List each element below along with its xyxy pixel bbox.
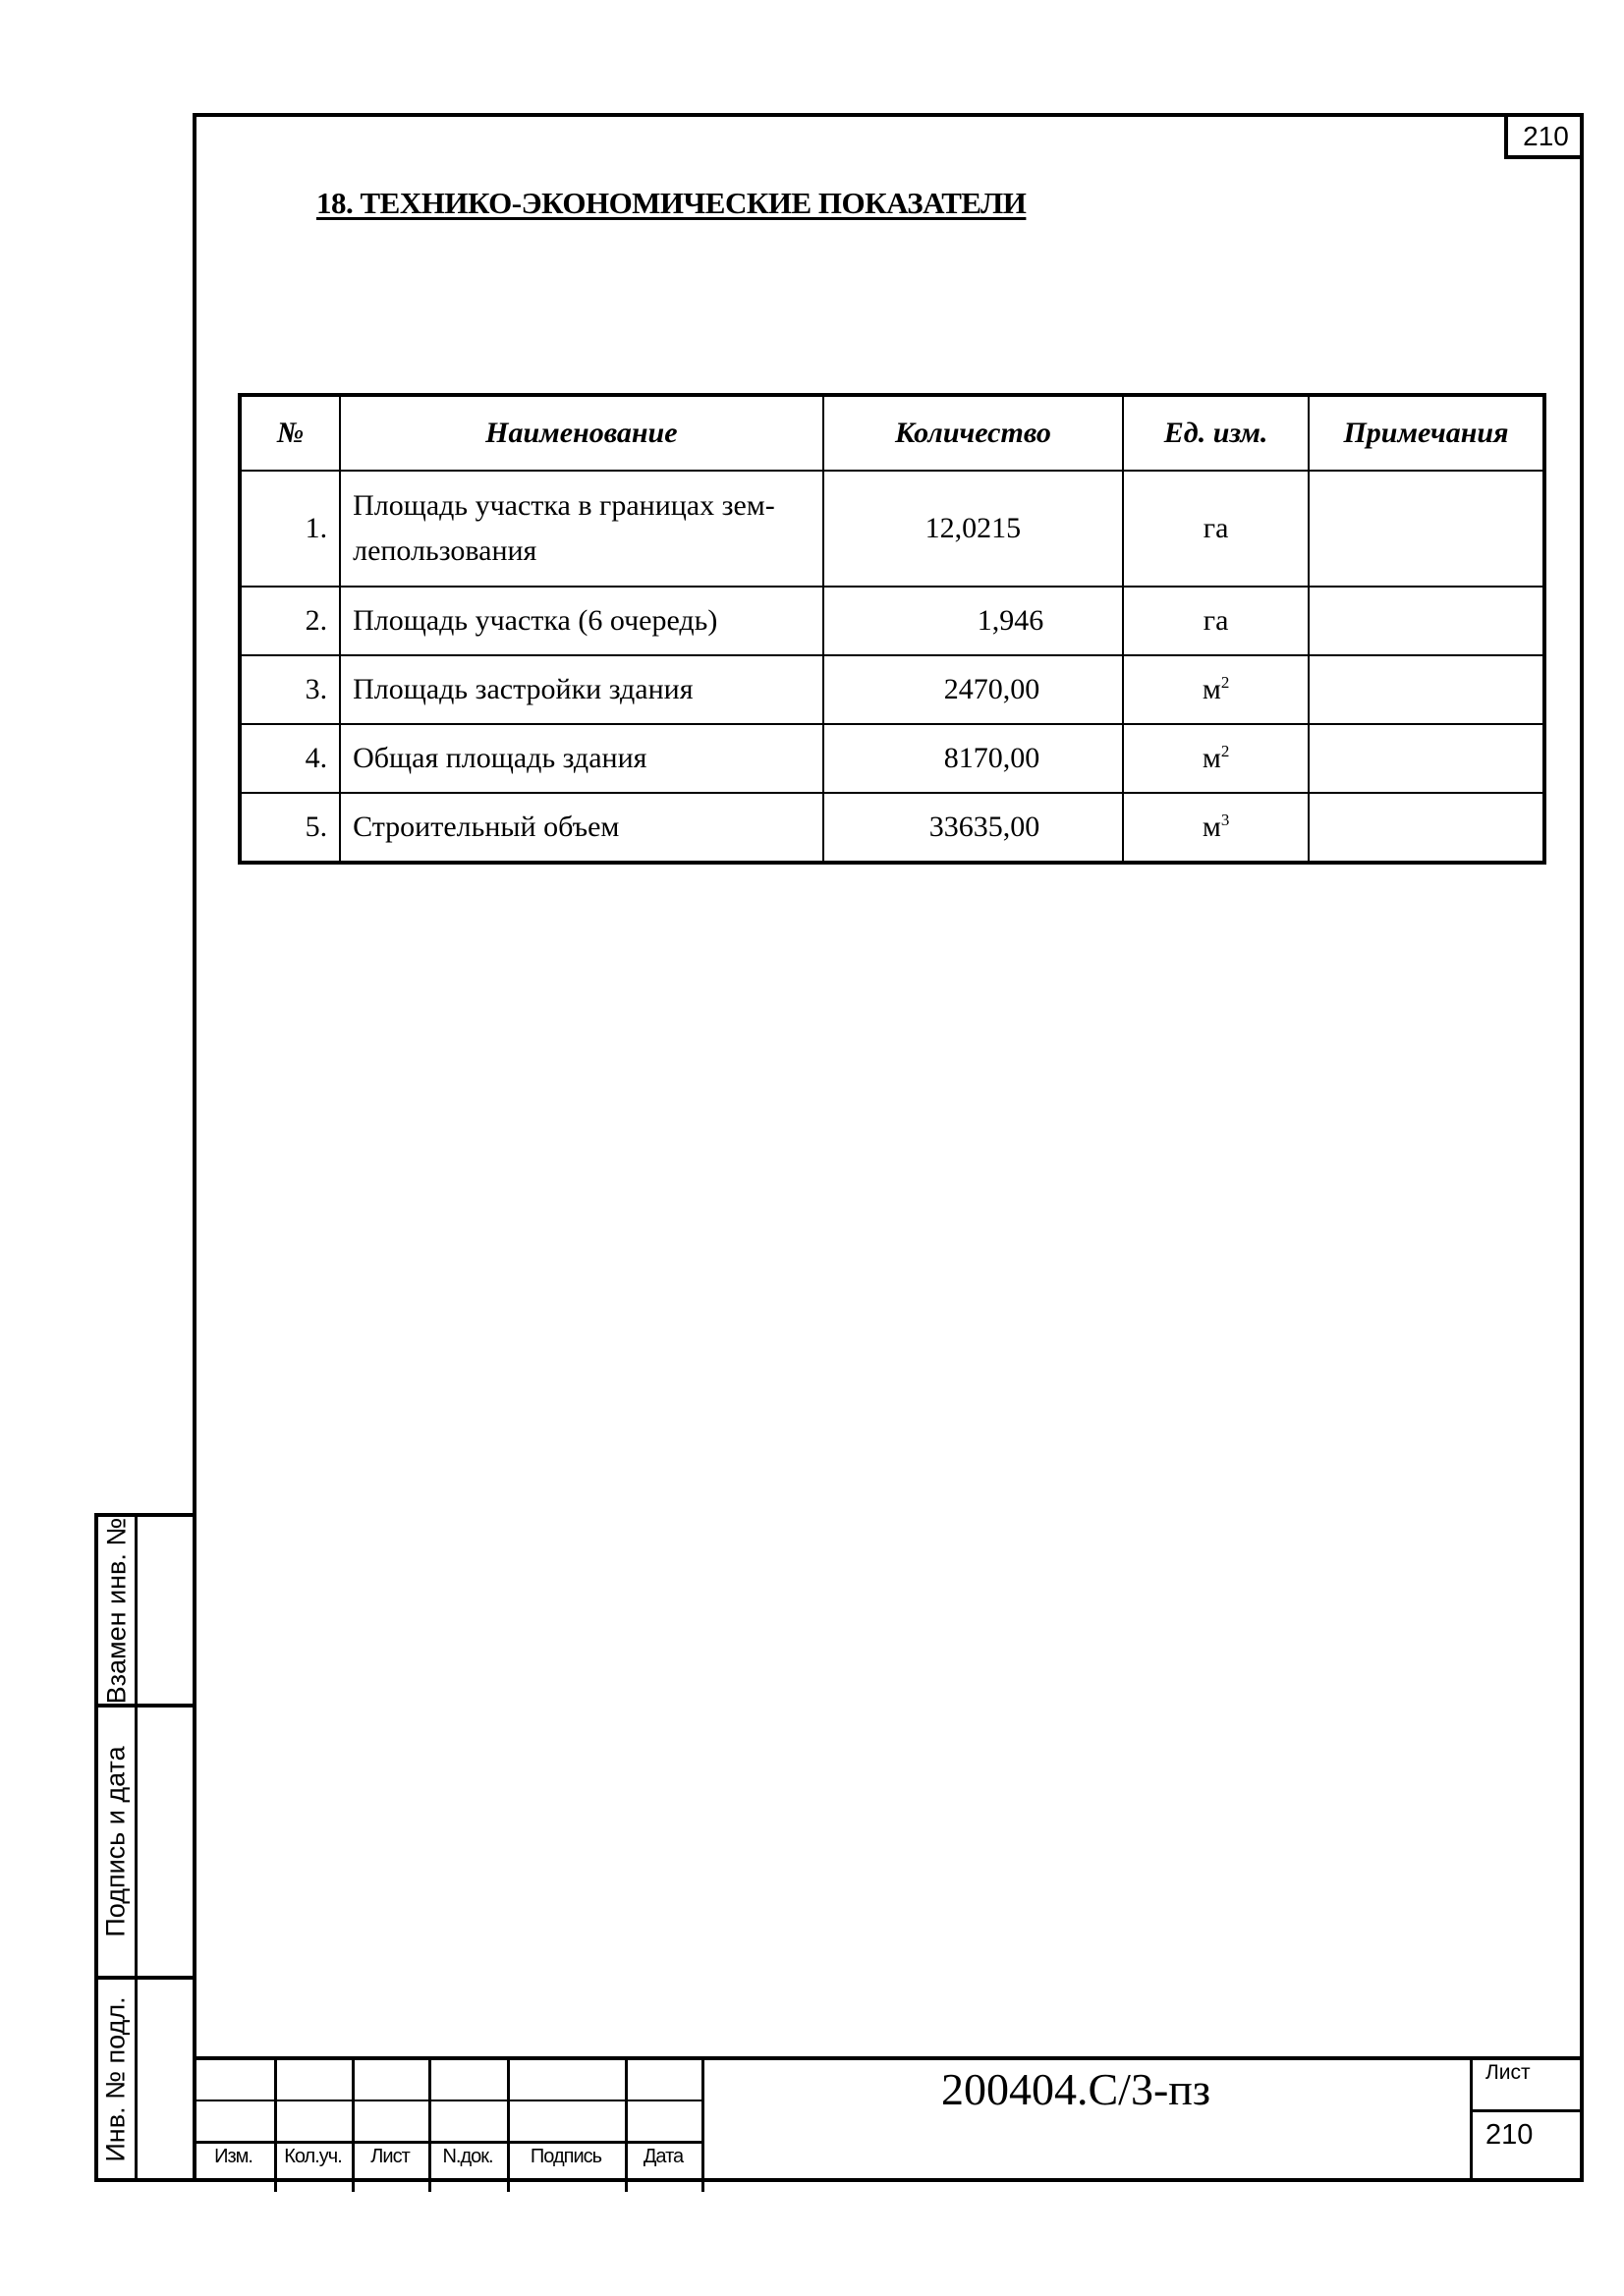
tb-col-signature: Подпись <box>530 2146 602 2167</box>
unit-text: м <box>1202 811 1221 843</box>
row-note <box>1309 655 1544 724</box>
row-unit <box>1123 655 1309 724</box>
row-name <box>340 471 823 587</box>
header-note: Примечания <box>1309 395 1544 471</box>
side-stamp-inv-original <box>94 1980 193 2182</box>
header-num: № <box>240 395 340 471</box>
row-qty: 33635,00 <box>823 793 1124 863</box>
unit-exponent: 2 <box>1220 673 1230 692</box>
table-header-row <box>240 395 1544 471</box>
table-row <box>240 655 1544 724</box>
section-title: 18. ТЕХНИКО-ЭКОНОМИЧЕСКИЕ ПОКАЗАТЕЛИ <box>316 186 1027 220</box>
row-name-line2: лепользования <box>353 534 537 567</box>
row-note <box>1309 587 1544 655</box>
corner-page-number: 210 <box>1504 117 1584 159</box>
unit-text: м <box>1202 742 1221 774</box>
row-num: 1. <box>240 471 340 587</box>
row-unit: га <box>1123 471 1309 587</box>
side-label-signature-date: Подпись и дата <box>101 1746 132 1937</box>
row-num: 3. <box>240 655 340 724</box>
unit-exponent: 2 <box>1220 742 1230 760</box>
row-unit <box>1123 724 1309 793</box>
indicators-table <box>238 393 1546 865</box>
unit-exponent: 3 <box>1220 811 1230 829</box>
row-note <box>1309 724 1544 793</box>
row-name-line1: Площадь участка в границах зем- <box>353 489 775 522</box>
side-label-replaced-inv: Взамен инв. № <box>101 1517 132 1704</box>
title-block <box>193 2056 1584 2182</box>
row-name: Общая площадь здания <box>340 724 823 793</box>
side-stamp-signature-date <box>94 1708 193 1980</box>
row-num: 2. <box>240 587 340 655</box>
tb-col-doc: N.док. <box>442 2146 493 2167</box>
row-qty: 8170,00 <box>823 724 1124 793</box>
header-name: Наименование <box>340 395 823 471</box>
tb-col-qty: Кол.уч. <box>284 2146 342 2167</box>
row-qty: 2470,00 <box>823 655 1124 724</box>
side-label-inv-original: Инв. № подл. <box>101 1995 131 2162</box>
side-stamp-replaced-inv <box>94 1513 193 1708</box>
header-unit: Ед. изм. <box>1123 395 1309 471</box>
row-name: Строительный объем <box>340 793 823 863</box>
unit-text: м <box>1202 673 1221 705</box>
row-num: 4. <box>240 724 340 793</box>
sheet-label: Лист <box>1485 2061 1531 2084</box>
row-qty: 1,946 <box>823 587 1124 655</box>
document-code: 200404.С/3-пз <box>941 2064 1211 2114</box>
row-unit <box>1123 793 1309 863</box>
row-note <box>1309 793 1544 863</box>
row-num: 5. <box>240 793 340 863</box>
sheet-number: 210 <box>1485 2119 1534 2151</box>
table-row <box>240 724 1544 793</box>
tb-col-change: Изм. <box>214 2146 252 2167</box>
table-row <box>240 471 1544 587</box>
row-note <box>1309 471 1544 587</box>
row-name: Площадь застройки здания <box>340 655 823 724</box>
row-name: Площадь участка (6 очередь) <box>340 587 823 655</box>
header-qty: Количество <box>823 395 1124 471</box>
tb-col-date: Дата <box>643 2146 684 2167</box>
row-unit: га <box>1123 587 1309 655</box>
row-qty: 12,0215 <box>823 471 1124 587</box>
tb-col-sheet: Лист <box>370 2146 410 2167</box>
table-row <box>240 587 1544 655</box>
table-row <box>240 793 1544 863</box>
